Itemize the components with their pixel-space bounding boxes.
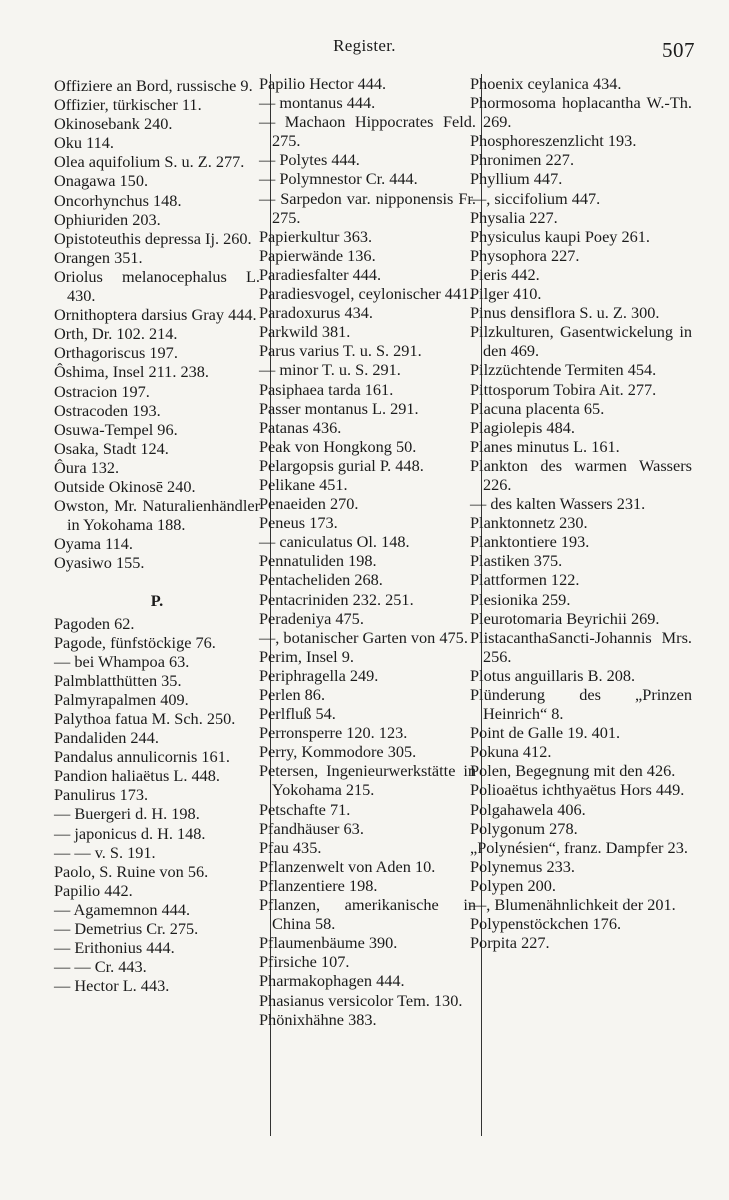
index-entry: Physophora 227. — [470, 245, 580, 265]
index-entry: — caniculatus Ol. 148. — [259, 532, 410, 552]
index-entry: Ôura 132. — [54, 457, 120, 477]
index-entry: Parkwild 381. — [259, 322, 351, 342]
index-entry: Oyasiwo 155. — [54, 553, 145, 573]
index-entry: Point de Galle 19. 401. — [470, 723, 621, 743]
index-entry: —, Blumenähnlichkeit der 201. — [470, 895, 676, 915]
index-entry: Petersen, Ingenieurwerkstätte in Yokohama 215. — [259, 761, 476, 800]
index-entry: Plünderung des „Prinzen Heinrich“ 8. — [470, 685, 692, 724]
index-entry: Pilzkulturen, Gasentwickelung in den 469. — [470, 322, 692, 361]
index-entry: Passer montanus L. 291. — [259, 398, 419, 418]
index-entry: Panulirus 173. — [54, 785, 149, 805]
index-entry: Papierkultur 363. — [259, 226, 373, 246]
index-entry: Perlen 86. — [259, 685, 326, 704]
index-column-2 — [259, 74, 476, 1136]
index-entry: — Polytes 444. — [259, 150, 360, 170]
index-entry: Planes minutus L. 161. — [470, 436, 620, 456]
index-entry: — Sarpedon var. nipponensis Fr. 275. — [259, 188, 476, 227]
index-entry: —, siccifolium 447. — [470, 188, 601, 208]
index-entry: Planktonnetz 230. — [470, 513, 588, 533]
index-entry: „Polynésien“, franz. Dampfer 23. — [470, 837, 688, 857]
index-entry: PlistacanthaSancti-Johannis Mrs. 256. — [470, 627, 692, 666]
index-entry: Owston, Mr. Naturalienhändler in Yokohama 188. — [54, 496, 260, 535]
index-entry: — japonicus d. H. 148. — [54, 823, 206, 843]
index-entry: Placuna placenta 65. — [470, 398, 605, 418]
index-entry: Patanas 436. — [259, 417, 342, 437]
index-entry: Plagiolepis 484. — [470, 417, 575, 437]
index-entry: Pandalus annulicornis 161. — [54, 747, 230, 767]
index-entry: Polen, Begegnung mit den 426. — [470, 761, 676, 781]
index-entry: Plotus anguillaris B. 208. — [470, 665, 636, 685]
index-entry: Pasiphaea tarda 161. — [259, 379, 394, 399]
index-entry: Pagoden 62. — [54, 613, 135, 633]
index-entry: Pelargopsis gurial P. 448. — [259, 455, 424, 475]
index-entry: Ornithoptera darsius Gray 444. — [54, 305, 257, 325]
index-entry: Oku 114. — [54, 133, 114, 153]
index-entry: Oyama 114. — [54, 534, 133, 554]
index-entry: Pfandhäuser 63. — [259, 818, 364, 838]
index-entry: Ostracion 197. — [54, 381, 150, 401]
index-entry: Pfau 435. — [259, 837, 322, 857]
index-entry: Pflanzentiere 198. — [259, 875, 378, 895]
index-entry: Onagawa 150. — [54, 171, 149, 191]
index-column-3 — [470, 74, 692, 1136]
index-column-1 — [54, 76, 260, 995]
index-entry: — Agamemnon 444. — [54, 899, 191, 919]
index-entry: Pandion haliaëtus L. 448. — [54, 766, 220, 786]
index-entry: Plesionika 259. — [470, 589, 571, 609]
index-entry: Plankton des warmen Wassers 226. — [470, 455, 692, 494]
index-entry: Planktontiere 193. — [470, 532, 590, 552]
index-entry: —, botanischer Garten von 475. — [259, 627, 468, 647]
index-entry: Pinus densiflora S. u. Z. 300. — [470, 303, 660, 323]
index-entry: Phyllium 447. — [470, 169, 563, 189]
index-entry: Paradiesvogel, ceylonischer 441. — [259, 284, 474, 304]
index-entry: Offiziere an Bord, russische 9. — [54, 76, 253, 95]
index-entry: Osaka, Stadt 124. — [54, 438, 169, 458]
index-entry: Penaeiden 270. — [259, 494, 359, 514]
index-entry: Oriolus melanocephalus L. 430. — [54, 266, 260, 306]
index-entry: Pflanzenwelt von Aden 10. — [259, 856, 436, 876]
running-head: Register. — [333, 36, 396, 55]
index-entry: Pilzzüchtende Termiten 454. — [470, 360, 657, 380]
index-entry: Pokuna 412. — [470, 742, 552, 762]
index-entry: — Buergeri d. H. 198. — [54, 804, 200, 824]
index-entry: — montanus 444. — [259, 93, 376, 113]
index-entry: Okinosebank 240. — [54, 114, 173, 134]
index-entry: Offizier, türkischer 11. — [54, 95, 202, 115]
index-entry: Perry, Kommodore 305. — [259, 742, 417, 762]
index-entry: Polygonum 278. — [470, 818, 578, 838]
index-entry: Papilio 442. — [54, 880, 133, 900]
section-letter-heading: P. — [150, 591, 164, 611]
index-entry: Palmyrapalmen 409. — [54, 689, 189, 709]
index-entry: Pentacriniden 232. 251. — [259, 589, 414, 609]
index-entry: Orthagoriscus 197. — [54, 343, 178, 363]
index-entry: Palythoa fatua M. Sch. 250. — [54, 709, 236, 728]
index-entry: Phasianus versicolor Tem. 130. — [259, 990, 463, 1010]
index-entry: — — v. S. 191. — [54, 842, 156, 862]
index-entry: — Machaon Hippocrates Feld. 275. — [259, 112, 476, 151]
index-entry: Ôshima, Insel 211. 238. — [54, 362, 209, 382]
index-entry: Ostracoden 193. — [54, 400, 161, 420]
index-entry: — Hector L. 443. — [54, 976, 170, 996]
index-entry: Palmblatthütten 35. — [54, 670, 182, 690]
index-entry: Oncorhynchus 148. — [54, 190, 182, 210]
index-entry: Ophiuriden 203. — [54, 209, 161, 229]
index-entry: — minor T. u. S. 291. — [259, 360, 401, 380]
index-entry: Polypen 200. — [470, 875, 556, 895]
index-entry: Phoenix ceylanica 434. — [470, 74, 622, 93]
index-entry: Phosphoreszenzlicht 193. — [470, 131, 637, 151]
index-entry: Pfirsiche 107. — [259, 952, 350, 972]
index-entry: Peradeniya 475. — [259, 608, 364, 628]
index-entry: — Demetrius Cr. 275. — [54, 919, 199, 939]
index-entry: Opistoteuthis depressa Ij. 260. — [54, 228, 252, 248]
index-entry: Perim, Insel 9. — [259, 646, 354, 666]
index-entry: — Polymnestor Cr. 444. — [259, 169, 418, 189]
index-entry: Polgahawela 406. — [470, 799, 586, 819]
index-entry: Pflaumenbäume 390. — [259, 933, 398, 953]
index-entry: Perronsperre 120. 123. — [259, 723, 408, 743]
index-entry: Plattformen 122. — [470, 570, 580, 590]
index-entry: — des kalten Wassers 231. — [470, 494, 646, 514]
page-number: 507 — [662, 38, 695, 62]
index-entry: Peneus 173. — [259, 513, 338, 533]
index-entry: Pharmakophagen 444. — [259, 971, 405, 991]
index-entry: Pilger 410. — [470, 284, 542, 304]
index-entry: Osuwa-Tempel 96. — [54, 419, 178, 439]
index-entry: Periphragella 249. — [259, 665, 379, 685]
index-entry: Papilio Hector 444. — [259, 74, 387, 93]
index-entry: Plastiken 375. — [470, 551, 563, 571]
index-entry: Paradoxurus 434. — [259, 303, 373, 323]
index-entry: Pagode, fünfstöckige 76. — [54, 632, 216, 652]
index-entry: Porpita 227. — [470, 933, 550, 953]
index-entry: Perlfluß 54. — [259, 704, 336, 724]
index-entry: Pentacheliden 268. — [259, 570, 383, 590]
index-entry: Physiculus kaupi Poey 261. — [470, 226, 651, 246]
index-entry: Papierwände 136. — [259, 245, 376, 265]
index-entry: Phönixhähne 383. — [259, 1009, 377, 1029]
index-entry: Phronimen 227. — [470, 150, 575, 170]
index-entry: Paolo, S. Ruine von 56. — [54, 861, 209, 881]
index-entry: Pittosporum Tobira Ait. 277. — [470, 379, 657, 399]
index-entry: Polioaëtus ichthyaëtus Hors 449. — [470, 780, 685, 800]
index-entry: Petschafte 71. — [259, 799, 351, 819]
index-entry: Peak von Hongkong 50. — [259, 436, 417, 456]
index-entry: Orangen 351. — [54, 247, 143, 267]
index-entry: Phormosoma hoplacantha W.-Th. 269. — [470, 93, 692, 132]
index-entry: Pieris 442. — [470, 264, 540, 284]
index-entry: Olea aquifolium S. u. Z. 277. — [54, 152, 245, 172]
index-entry: Polynemus 233. — [470, 856, 575, 876]
index-entry: Pennatuliden 198. — [259, 551, 377, 571]
index-entry: — Erithonius 444. — [54, 938, 175, 958]
index-entry: Polypenstöckchen 176. — [470, 914, 622, 934]
index-entry: Physalia 227. — [470, 207, 558, 227]
index-entry: Pandaliden 244. — [54, 728, 159, 748]
index-entry: Parus varius T. u. S. 291. — [259, 341, 422, 361]
index-entry: — bei Whampoa 63. — [54, 651, 190, 671]
index-entry: Pflanzen, amerikanische in China 58. — [259, 895, 476, 934]
index-entry: Pleurotomaria Beyrichii 269. — [470, 608, 660, 628]
index-entry: Pelikane 451. — [259, 474, 348, 494]
index-entry: Outside Okinosē 240. — [54, 476, 196, 496]
index-entry: — — Cr. 443. — [54, 957, 147, 977]
index-entry: Paradiesfalter 444. — [259, 264, 382, 284]
index-entry: Orth, Dr. 102. 214. — [54, 324, 178, 344]
